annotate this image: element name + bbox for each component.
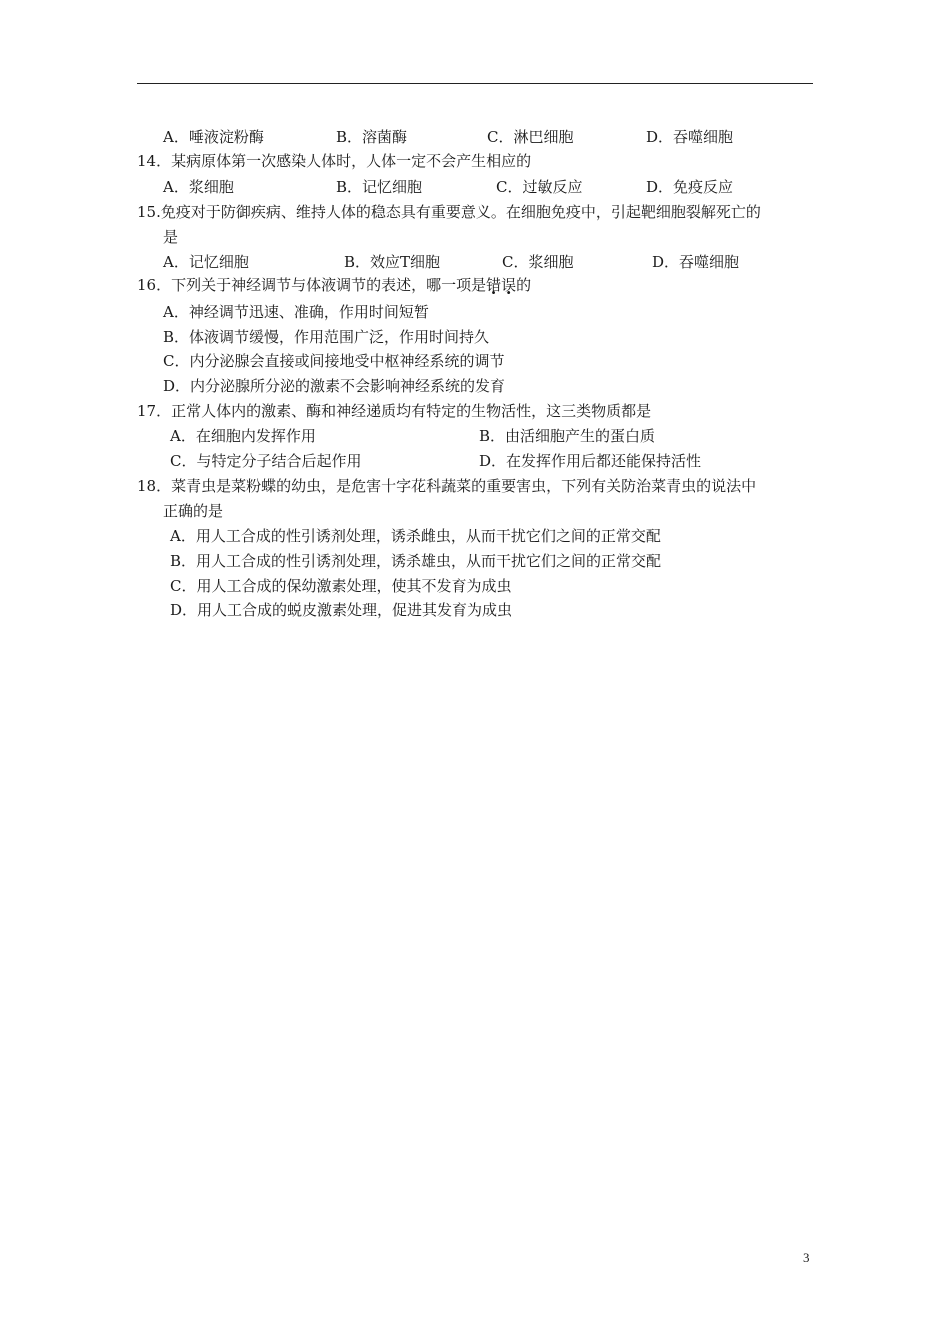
option-c: C．淋巴细胞	[487, 128, 574, 146]
option-c: C．用人工合成的保幼激素处理，使其不发育为成虫	[170, 577, 512, 595]
option-d: D．用人工合成的蜕皮激素处理，促进其发育为成虫	[170, 601, 513, 619]
option-a: A．用人工合成的性引诱剂处理，诱杀雌虫，从而干扰它们之间的正常交配	[170, 527, 661, 545]
option-b: B．记忆细胞	[336, 178, 423, 196]
option-d: D．吞噬细胞	[646, 128, 734, 146]
question-17-stem: 17．正常人体内的激素、酶和神经递质均有特定的生物活性，这三类物质都是	[137, 402, 652, 420]
question-16-stem-suffix: 的	[516, 276, 532, 294]
option-d: D．吞噬细胞	[652, 253, 740, 271]
option-a: A．唾液淀粉酶	[163, 128, 264, 146]
option-a: A．在细胞内发挥作用	[170, 427, 316, 445]
question-18-stem-line2: 正确的是	[163, 502, 224, 520]
page-number: 3	[803, 1250, 810, 1265]
option-b: B．用人工合成的性引诱剂处理，诱杀雄虫，从而干扰它们之间的正常交配	[170, 552, 662, 570]
emphasis-char: 误	[501, 276, 517, 294]
question-16-stem	[137, 275, 531, 295]
option-d: D．内分泌腺所分泌的激素不会影响神经系统的发育	[163, 377, 506, 395]
option-c: C．过敏反应	[496, 178, 583, 196]
option-b: B．体液调节缓慢，作用范围广泛，作用时间持久	[163, 328, 490, 346]
emphasis-char: 错	[486, 276, 502, 294]
question-18-stem-line1: 18．菜青虫是菜粉蝶的幼虫，是危害十字花科蔬菜的重要害虫，下列有关防治菜青虫的说法中	[137, 477, 757, 495]
option-a: A．神经调节迅速、准确，作用时间短暂	[163, 303, 429, 321]
header-rule	[137, 83, 813, 84]
option-c: C．与特定分子结合后起作用	[170, 452, 362, 470]
option-c: C．浆细胞	[502, 253, 574, 271]
question-15-stem-line2: 是	[163, 228, 179, 246]
option-a: A．浆细胞	[163, 178, 234, 196]
option-b: B．效应T细胞	[344, 253, 441, 271]
option-d: D．在发挥作用后都还能保持活性	[479, 452, 702, 470]
option-b: B．由活细胞产生的蛋白质	[479, 427, 656, 445]
question-14-stem: 14．某病原体第一次感染人体时，人体一定不会产生相应的	[137, 152, 532, 170]
question-16-stem-prefix: 16．下列关于神经调节与体液调节的表述，哪一项是	[137, 276, 487, 294]
option-b: B．溶菌酶	[336, 128, 408, 146]
option-d: D．免疫反应	[646, 178, 734, 196]
option-a: A．记忆细胞	[163, 253, 249, 271]
option-c: C．内分泌腺会直接或间接地受中枢神经系统的调节	[163, 352, 505, 370]
question-15-stem-line1: 15.免疫对于防御疾病、维持人体的稳态具有重要意义。在细胞免疫中，引起靶细胞裂解死亡的	[137, 203, 761, 221]
